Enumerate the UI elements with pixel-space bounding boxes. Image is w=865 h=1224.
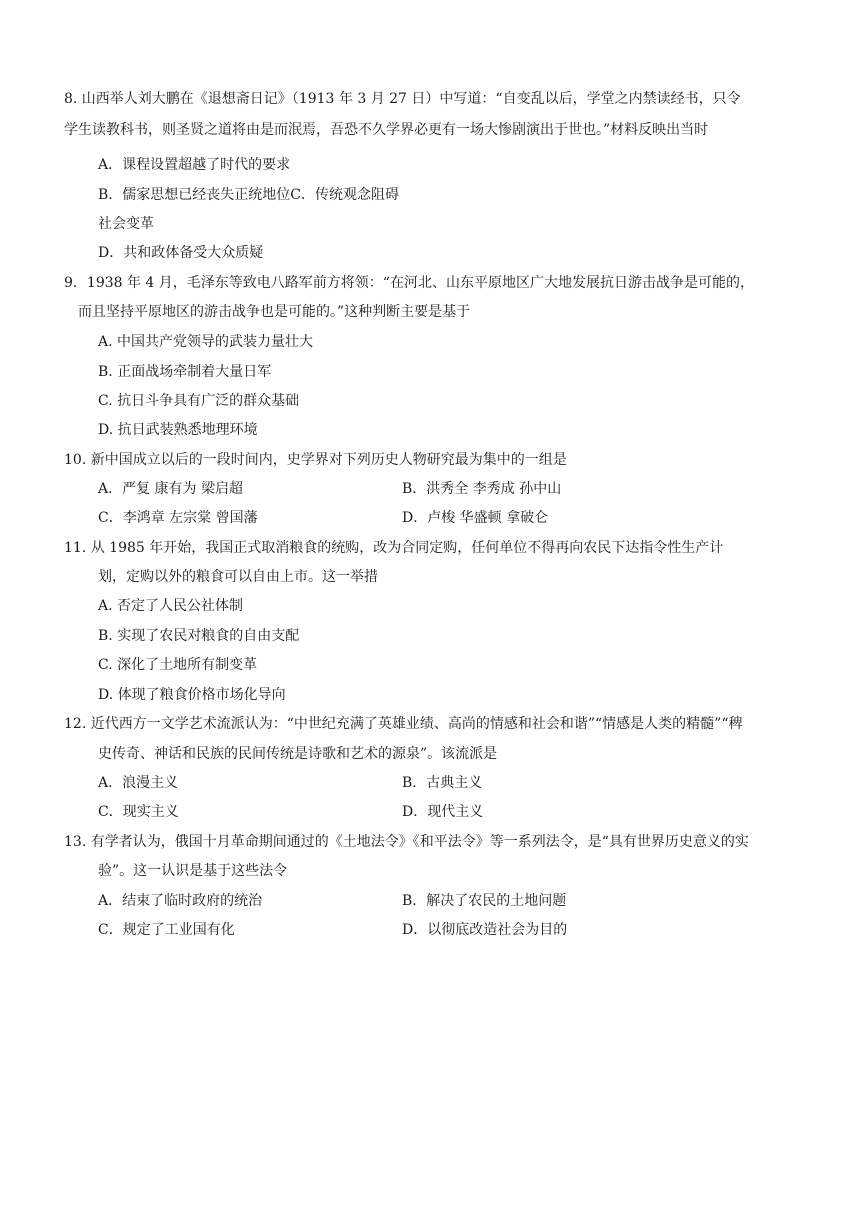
question-10-option-a[interactable]: A．严复 康有为 梁启超 (98, 481, 244, 497)
question-11-option-a[interactable]: A. 否定了人民公社体制 (98, 598, 244, 614)
question-13-stem-line-1: 13. 有学者认为，俄国十月革命期间通过的《土地法令》《和平法令》等一系列法令，是“具有世界历史意义的实 (64, 834, 749, 850)
question-8-option-c-continued: 社会变革 (98, 216, 154, 232)
question-9-stem-line-2: 而且坚持平原地区的游击战争也是可能的。”这种判断主要是基于 (78, 304, 471, 320)
question-13-option-d[interactable]: D．以彻底改造社会为目的 (402, 922, 568, 938)
question-10-option-d[interactable]: D．卢梭 华盛顿 拿破仑 (402, 510, 549, 526)
question-11-option-d[interactable]: D. 体现了粮食价格市场化导向 (98, 687, 286, 703)
question-10-option-b[interactable]: B．洪秀全 李秀成 孙中山 (402, 481, 562, 497)
question-13-option-a[interactable]: A．结束了临时政府的统治 (98, 893, 263, 909)
question-10-stem: 10. 新中国成立以后的一段时间内，史学界对下列历史人物研究最为集中的一组是 (64, 452, 567, 468)
question-8-stem-line-1: 8. 山西举人刘大鹏在《退想斋日记》（1913 年 3 月 27 日）中写道：“自变乱以后，学堂之内禁读经书，只令 (64, 91, 741, 107)
question-9-option-a[interactable]: A. 中国共产党领导的武装力量壮大 (98, 334, 314, 350)
question-11-option-b[interactable]: B. 实现了农民对粮食的自由支配 (98, 628, 300, 644)
question-11-option-c[interactable]: C. 深化了土地所有制变革 (98, 657, 258, 673)
question-12-option-b[interactable]: B．古典主义 (402, 775, 483, 791)
question-12-option-d[interactable]: D．现代主义 (402, 804, 484, 820)
question-8-option-a[interactable]: A．课程设置超越了时代的要求 (98, 157, 291, 173)
question-11-stem-line-1: 11. 从 1985 年开始，我国正式取消粮食的统购，改为合同定购，任何单位不得再向农民下达指令性生产计 (64, 540, 724, 556)
question-9-stem-line-1: 9．1938 年 4 月，毛泽东等致电八路军前方将领：“在河北、山东平原地区广大地发展抗日游击战争是可能的， (64, 275, 754, 291)
question-9-option-c[interactable]: C. 抗日斗争具有广泛的群众基础 (98, 393, 300, 409)
question-11-stem-line-2: 划，定购以外的粮食可以自由上市。这一举措 (98, 569, 378, 585)
question-9-option-b[interactable]: B. 正面战场牵制着大量日军 (98, 364, 272, 380)
question-8-stem-line-2: 学生读教科书，则圣贤之道将由是而泯焉，吾恐不久学界必更有一场大惨剧演出于世也。”材料反映出当时 (64, 122, 709, 138)
question-12-stem-line-2: 史传奇、神话和民族的民间传统是诗歌和艺术的源泉”。该流派是 (98, 746, 498, 762)
question-12-option-a[interactable]: A．浪漫主义 (98, 775, 179, 791)
question-8-option-b-c[interactable]: B．儒家思想已经丧失正统地位C．传统观念阻碍 (98, 187, 399, 203)
question-13-option-b[interactable]: B．解决了农民的土地问题 (402, 893, 567, 909)
question-9-option-d[interactable]: D. 抗日武装熟悉地理环境 (98, 422, 258, 438)
question-12-stem-line-1: 12. 近代西方一文学艺术流派认为：“中世纪充满了英雄业绩、高尚的情感和社会和谐”“情感是人类的精髓”“稗 (64, 716, 743, 732)
question-13-option-c[interactable]: C．规定了工业国有化 (98, 922, 235, 938)
question-10-option-c[interactable]: C．李鸿章 左宗棠 曾国藩 (98, 510, 258, 526)
question-8-option-d[interactable]: D．共和政体备受大众质疑 (98, 245, 264, 261)
question-12-option-c[interactable]: C．现实主义 (98, 804, 179, 820)
question-13-stem-line-2: 验”。这一认识是基于这些法令 (98, 863, 288, 879)
